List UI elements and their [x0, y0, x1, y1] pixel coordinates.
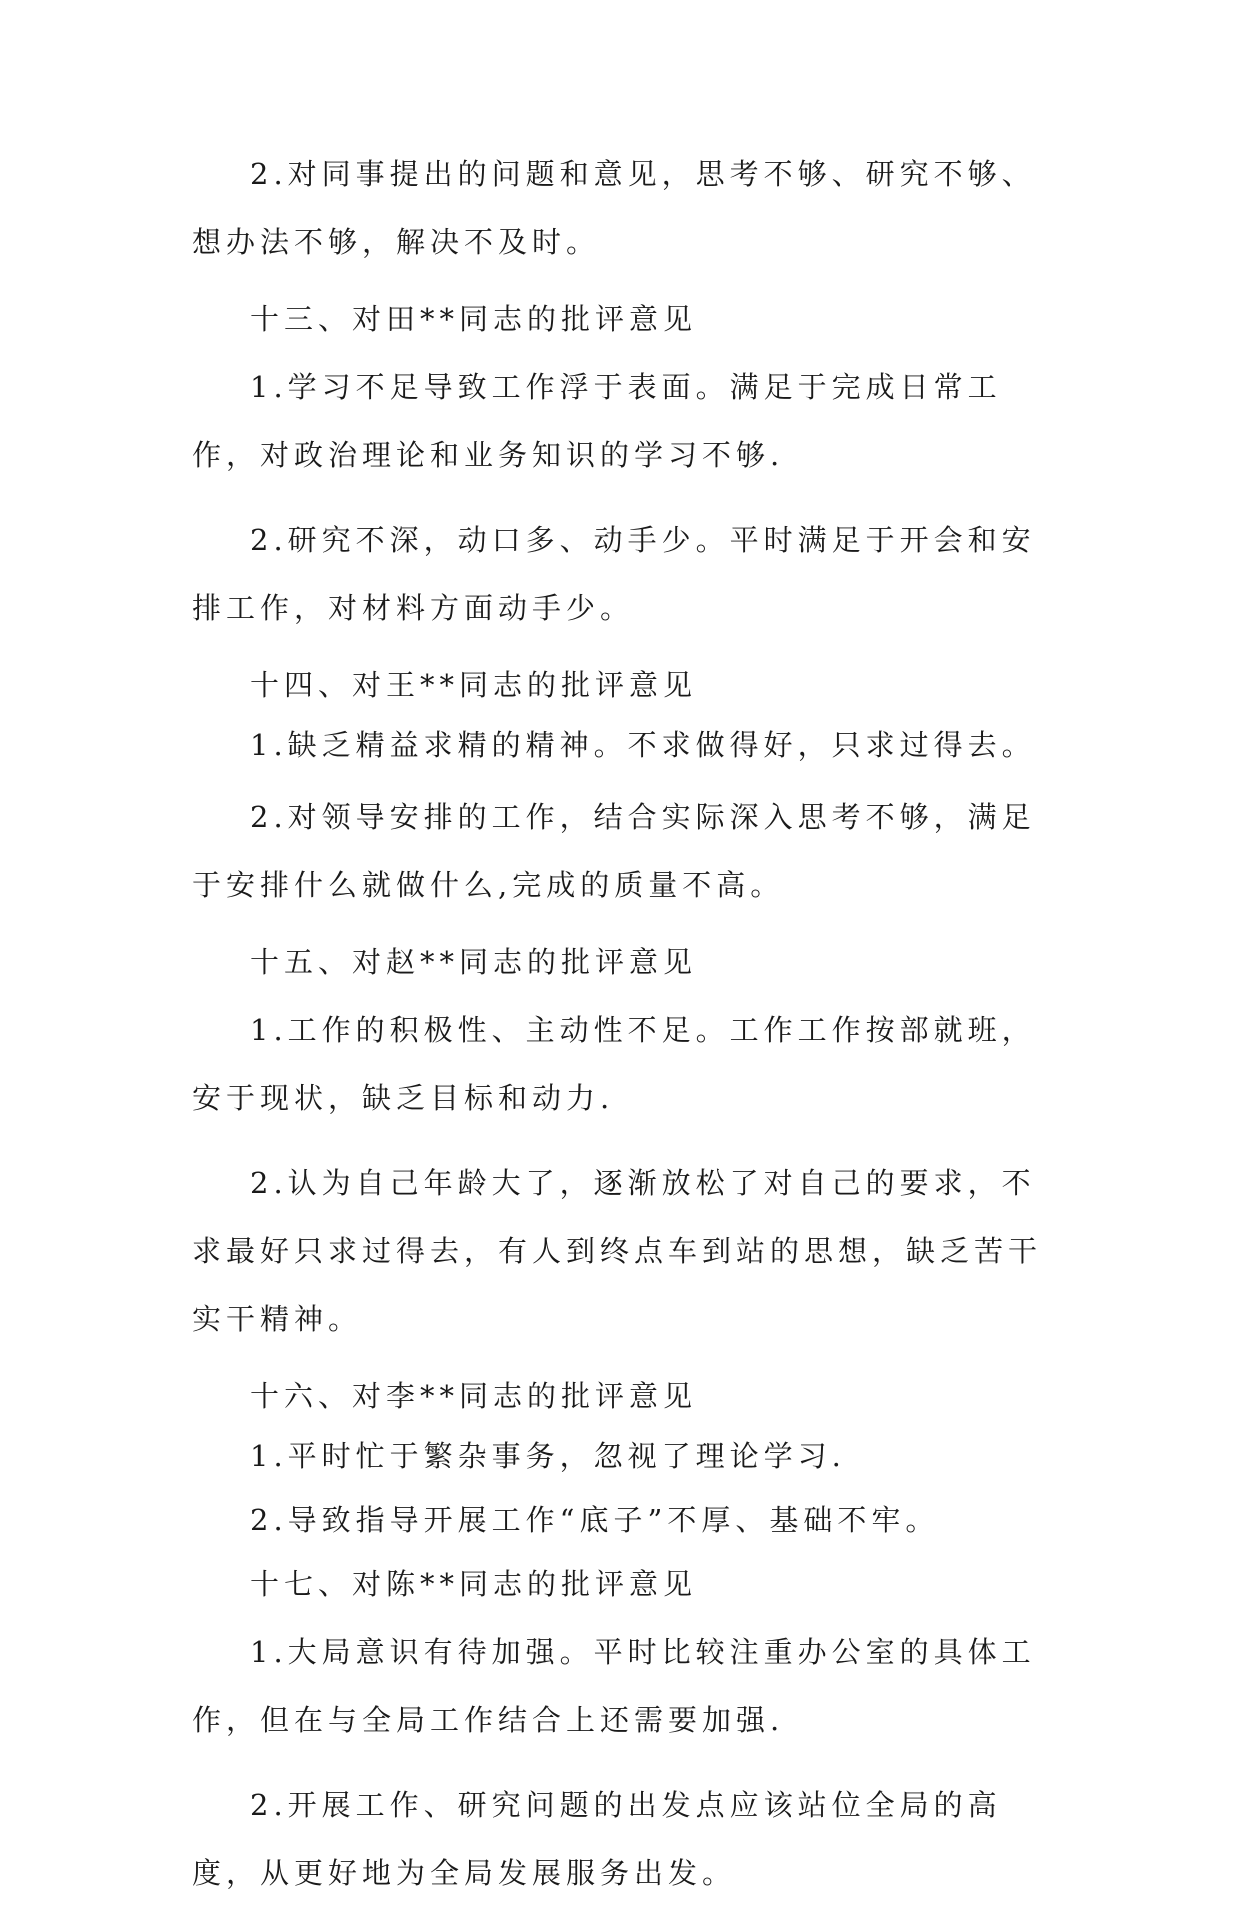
- section-heading: 十四、对王**同志的批评意见: [250, 668, 698, 702]
- criticism-item: 2.开展工作、研究问题的出发点应该站位全局的高度，从更好地为全局发展服务出发。: [192, 1788, 1002, 1890]
- section-heading: 十七、对陈**同志的批评意见: [250, 1567, 698, 1601]
- criticism-item: 1.学习不足导致工作浮于表面。满足于完成日常工作，对政治理论和业务知识的学习不够.: [192, 370, 1002, 472]
- criticism-item: 1.工作的积极性、主动性不足。工作工作按部就班，安于现状，缺乏目标和动力.: [192, 1013, 1036, 1115]
- criticism-item: 2.对领导安排的工作，结合实际深入思考不够，满足于安排什么就做什么,完成的质量不高。: [192, 800, 1036, 902]
- criticism-item: 2.导致指导开展工作“底子”不厚、基础不牢。: [250, 1503, 940, 1537]
- criticism-item: 1.大局意识有待加强。平时比较注重办公室的具体工作，但在与全局工作结合上还需要加强.: [192, 1635, 1036, 1737]
- criticism-item: 2.认为自己年龄大了，逐渐放松了对自己的要求，不求最好只求过得去，有人到终点车到站的思想，缺乏苦干实干精神。: [192, 1166, 1043, 1336]
- section-heading: 十三、对田**同志的批评意见: [250, 302, 698, 336]
- criticism-item: 2.对同事提出的问题和意见，思考不够、研究不够、想办法不够，解决不及时。: [192, 157, 1036, 259]
- criticism-item: 1.缺乏精益求精的精神。不求做得好，只求过得去。: [250, 728, 1036, 762]
- document-body: [192, 140, 1052, 1924]
- criticism-item: 1.平时忙于繁杂事务，忽视了理论学习.: [250, 1439, 846, 1473]
- section-heading: 十六、对李**同志的批评意见: [250, 1379, 698, 1413]
- criticism-item: 2.研究不深，动口多、动手少。平时满足于开会和安排工作，对材料方面动手少。: [192, 523, 1036, 625]
- section-heading: 十五、对赵**同志的批评意见: [250, 945, 698, 979]
